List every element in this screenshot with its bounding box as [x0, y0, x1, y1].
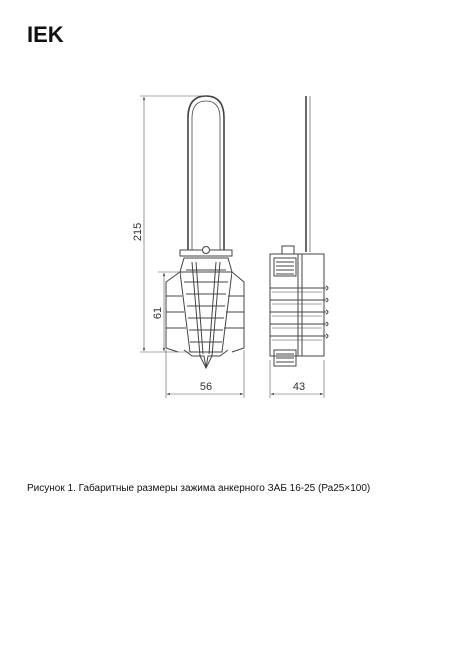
dim-215-label: 215	[132, 222, 144, 242]
logo-text: IEK	[27, 22, 64, 46]
dim-56-label: 56	[199, 381, 213, 393]
dim-43-label: 43	[292, 381, 306, 393]
dim-61-label: 61	[152, 306, 164, 320]
figure-caption: Рисунок 1. Габаритные размеры зажима анкерного ЗАБ 16-25 (Ра25×100)	[27, 483, 371, 494]
side-view	[270, 96, 328, 366]
front-view	[166, 96, 244, 368]
